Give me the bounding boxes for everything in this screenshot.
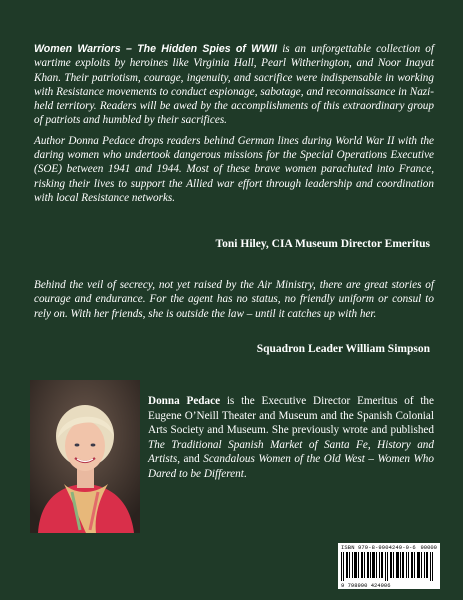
author-portrait-image [30, 380, 140, 533]
isbn-number: ISBN 979-8-9904249-0-6 [341, 544, 416, 551]
author-bio-text-2: , and [177, 453, 204, 466]
author-name: Donna Pedace [148, 395, 221, 407]
author-book-1: The Traditional Spanish Market of Santa Fe, History and Artists [148, 438, 434, 466]
blurb-attribution: Toni Hiley, CIA Museum Director Emeritus [215, 238, 430, 250]
author-bio-text-3: . [243, 467, 247, 480]
blurb-paragraph-1-text: is an unforgettable collection of wartime exploits by heroines like Virginia Hall, Pearl Witherington, and Noor Inayat Khan. Their patriotism, courage, ingenuity, and sacrifice were indispensable in working with Resistance movements to conduct espionage, sabotage, and reconnaissance in Nazi-held territory. Readers will be awed by the accomplishments of this extraordinary group of patriots and humbled by their sacrifices. [34, 43, 435, 127]
quote-text: Behind the veil of secrecy, not yet raised by the Air Ministry, there are great stories of courage and endurance. For the agent has no status, no friendly uniform or consul to rely on. With her friends, she is outside the law – until it catches up with her. [34, 279, 434, 320]
author-bio-text-1: is the Executive Director Emeritus of the Eugene O’Neill Theater and Museum and the Spanish Colonial Arts Society and Museum. She previously wrote and published [148, 395, 434, 437]
barcode-bars [341, 552, 437, 581]
price-code: 90000 [420, 544, 437, 551]
isbn-barcode [338, 543, 440, 589]
blurb-paragraph-2: Author Donna Pedace drops readers behind German lines during World War II with the daring women who undertook dangerous missions for the Special Operations Executive (SOE) between 1941 and 1944. Most of these brave women parachuted into France, risking their lives to support the Allied war effort through leadership and coordination with local Resistance networks. [34, 134, 434, 204]
book-blurb [34, 42, 434, 211]
blurb-book-title: Women Warriors – The Hidden Spies of WWII [34, 43, 278, 55]
author-bio [148, 394, 434, 482]
author-photo [30, 380, 140, 533]
blurb-paragraph-1 [34, 42, 434, 128]
quote-attribution: Squadron Leader William Simpson [256, 343, 430, 355]
author-book-2: Scandalous Women of the Old West – Women Who Dared to be Different [148, 453, 434, 480]
barcode-digits: 9 798990 424906 [341, 582, 391, 589]
